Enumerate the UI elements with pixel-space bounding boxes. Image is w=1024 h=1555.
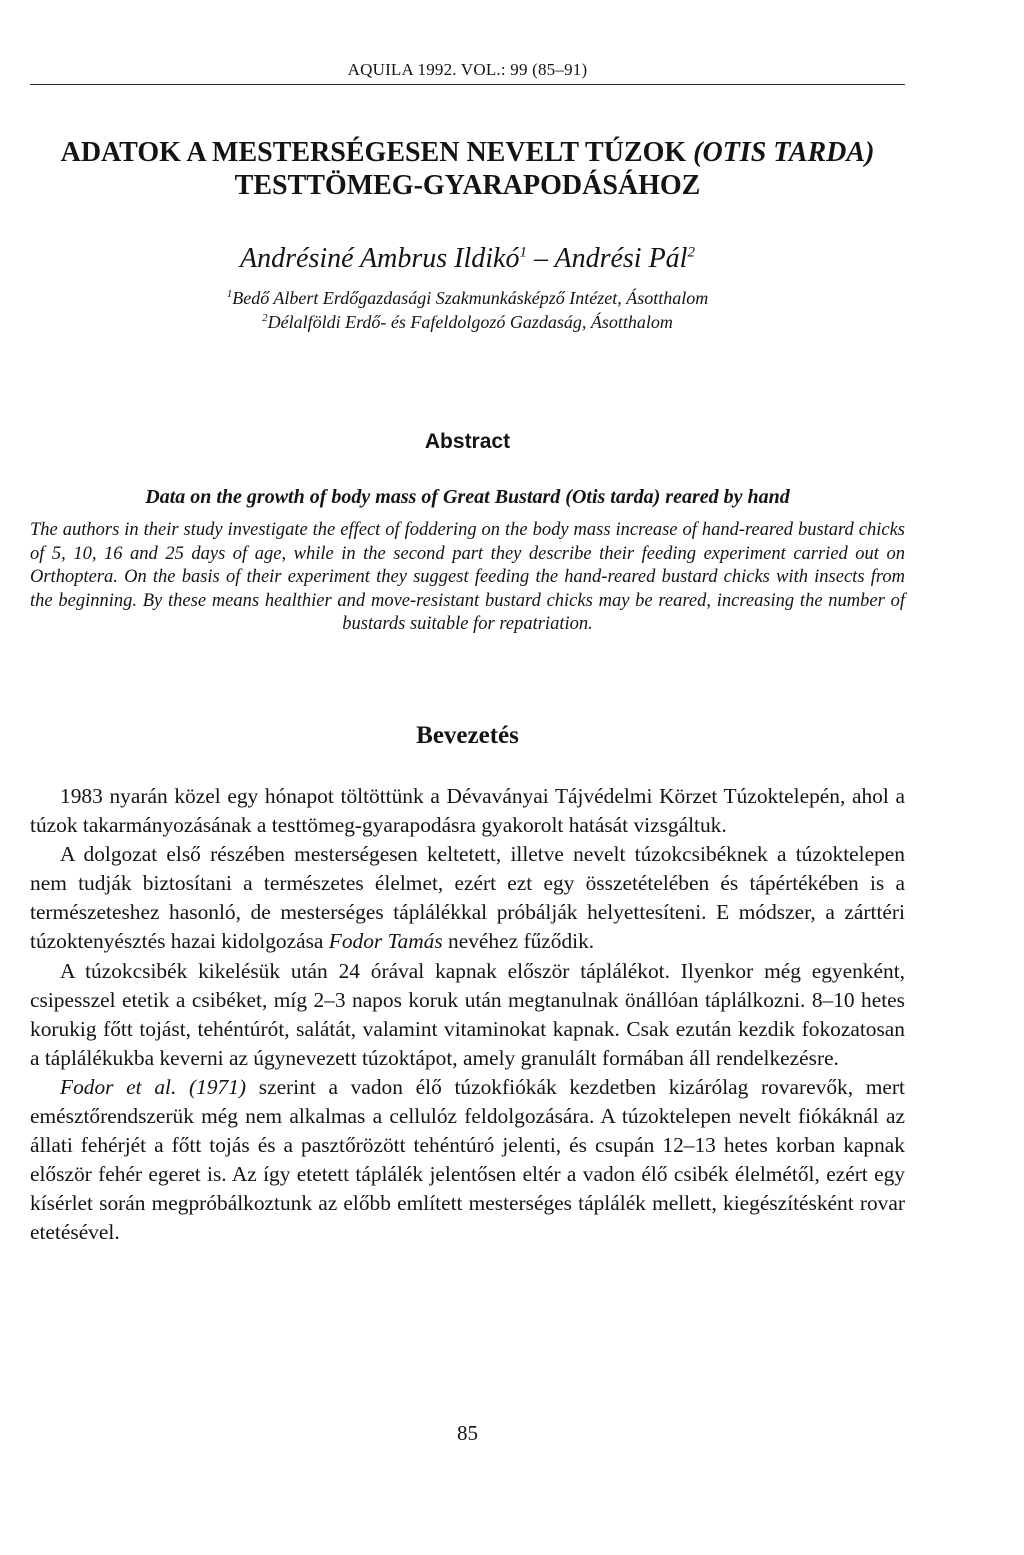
article-title [30, 136, 905, 202]
paragraph-4-rest: szerint a vadon élő túzokfiókák kezdetben kizárólag rovarevők, mert emésztőrendszerük még nem alkalmas a cellulóz feldolgozására. A túzoktelepen nevelt fiókáknál az állati fehérjét a főtt tojás és a pasztőrözött tehéntúró jelenti, és csupán 12–13 hetes korban kapnak először fehér egeret is. Az így etetett táplálék jelentősen eltér a vadon élő csibék élelmétől, ezért egy kísérlet során megpróbálkoztunk az előbb említett mesterséges táplálék mellett, kiegészítésként rovar etetésével. [30, 1074, 905, 1245]
affiliation-1-text: Bedő Albert Erdőgazdasági Szakmunkásképző Intézet, Ásotthalom [232, 288, 709, 308]
authors [30, 243, 905, 275]
title-line-1 [30, 136, 905, 169]
paragraph-2-main: A dolgozat első részében mesterségesen keltetett, illetve nevelt túzokcsibéknek a túzoktelepen nem tudják biztosítani a természetes élelmet, ezért ezt egy összetételében és tápértékében is a természeteshez hasonló, de mesterséges táplálékkal próbálják helyettesíteni. E módszer, a zárttéri túzoktenyésztés hazai kidolgozása [30, 842, 905, 954]
title-prefix: ADATOK A MESTERSÉGESEN NEVELT TÚZOK [60, 137, 694, 168]
affiliation-1 [30, 288, 905, 309]
paragraph-1: 1983 nyarán közel egy hónapot töltöttünk a Dévaványai Tájvédelmi Körzet Túzoktelepén, ahol a túzok takarmányozásának a testtömeg-gyarapodásra gyakorolt hatását vizsgáltuk. [30, 784, 905, 838]
affiliation-1-mark: 1 [226, 288, 233, 300]
section-body [30, 782, 905, 1248]
abstract-heading: Abstract [424, 430, 511, 453]
author-2: Andrési Pál [554, 243, 688, 274]
paragraph-2-end: nevéhez fűződik. [442, 929, 595, 954]
author-separator: – [526, 243, 555, 274]
author-1-mark: 1 [519, 244, 527, 261]
section-heading-bevezetes: Bevezetés [416, 722, 519, 749]
header-rule [30, 84, 905, 85]
journal-header: AQUILA 1992. VOL.: 99 (85–91) [347, 60, 588, 79]
paragraph-3: A túzokcsibék kikelésük után 24 órával kapnak először táplálékot. Ilyenkor még egyenként, csipesszel etetik a csibéket, míg 2–3 napos koruk után megtanulnak önállóan táplálkozni. 8–10 hetes korukig főtt tojást, tehéntúrót, salátát, valamint vitaminokat kapnak. Csak ezután kezdik fokozatosan a táplálékukba keverni az úgynevezett túzoktápot, amely granulált formában áll rendelkezésre. [30, 958, 905, 1070]
paragraph-2 [30, 840, 905, 956]
abstract-title: Data on the growth of body mass of Great Bustard (Otis tarda) reared by hand [145, 486, 790, 508]
author-1: Andrésiné Ambrus Ildikó [240, 243, 520, 274]
affiliation-2-text: Délalföldi Erdő- és Fafeldolgozó Gazdaság, Ásotthalom [267, 312, 673, 332]
abstract-body: The authors in their study investigate the effect of foddering on the body mass increase of hand-reared bustard chicks of 5, 10, 16 and 25 days of age, while in the second part they describe their feeding experiment carried out on Orthoptera. On the basis of their experiment they suggest feeding the hand-reared bustard chicks with insects from the beginning. By these means healthier and move-resistant bustard chicks may be reared, increasing the number of bustards suitable for repatriation. [30, 520, 905, 635]
affiliation-2-mark: 2 [262, 312, 268, 324]
title-line-2: TESTTÖMEG-GYARAPODÁSÁHOZ [234, 170, 701, 201]
paragraph-4 [30, 1073, 905, 1248]
paragraph-4-citation: Fodor et al. (1971) [60, 1074, 247, 1099]
title-species: (OTIS TARDA) [693, 137, 875, 168]
author-2-mark: 2 [687, 244, 695, 261]
affiliation-2 [30, 312, 905, 333]
paragraph-2-name: Fodor Tamás [328, 929, 443, 954]
page-number: 85 [457, 1421, 478, 1445]
